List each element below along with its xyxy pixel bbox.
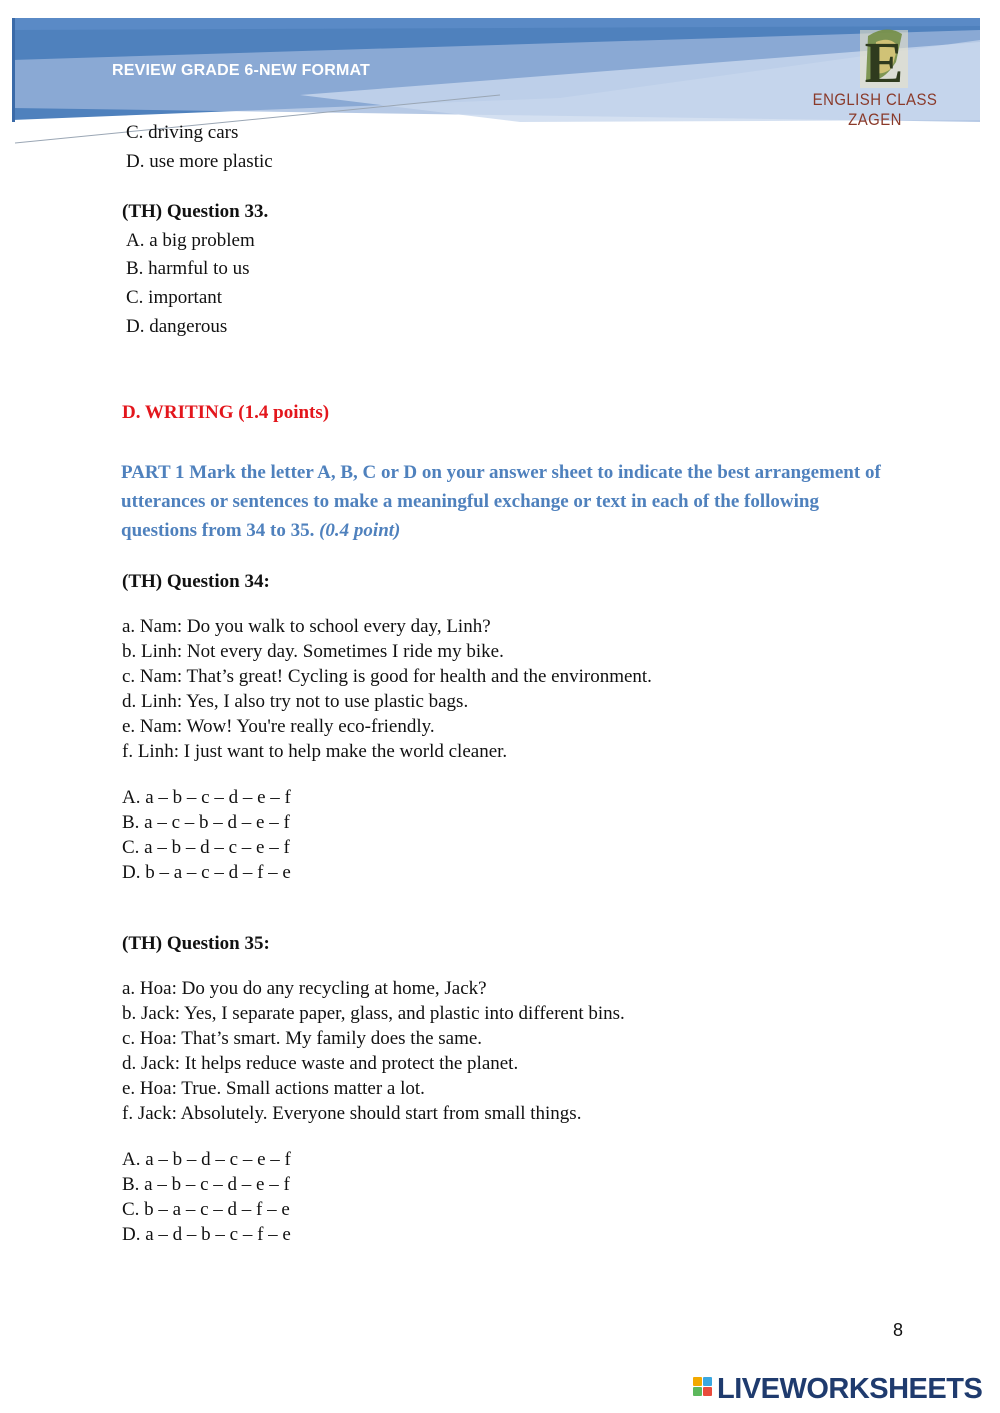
page-number: 8	[893, 1320, 904, 1340]
q34-option-c: C. a – b – d – c – e – f	[122, 837, 290, 858]
part1-points: (0.4 point)	[319, 520, 401, 541]
q35-title: (TH) Question 35:	[122, 933, 270, 954]
part1-text: PART 1 Mark the letter A, B, C or D on your answer sheet to indicate the best arrangement of utterances or sentences to make a meaningful exchange or text in each of the following questions from 34 to 35.	[121, 462, 881, 541]
q35-line-f: f. Jack: Absolutely. Everyone should start from small things.	[122, 1103, 582, 1124]
q35-line-b: b. Jack: Yes, I separate paper, glass, and plastic into different bins.	[122, 1003, 625, 1024]
q32-option-c: C. driving cars	[126, 122, 239, 143]
q34-line-d: d. Linh: Yes, I also try not to use plastic bags.	[122, 691, 469, 712]
q34-line-e: e. Nam: Wow! You're really eco-friendly.	[122, 716, 435, 737]
q35-option-c: C. b – a – c – d – f – e	[122, 1199, 290, 1220]
q35-line-e: e. Hoa: True. Small actions matter a lot.	[122, 1078, 425, 1099]
part1-instructions	[121, 458, 891, 545]
q32-option-d: D. use more plastic	[126, 151, 273, 172]
q33-option-b: B. harmful to us	[126, 258, 250, 279]
brand-name: ENGLISH CLASS ZAGEN	[812, 90, 938, 129]
brand-emblem-icon	[798, 22, 973, 92]
q35-line-c: c. Hoa: That’s smart. My family does the same.	[122, 1028, 483, 1049]
brand-letter: E	[864, 30, 904, 92]
q34-line-c: c. Nam: That’s great! Cycling is good for health and the environment.	[122, 666, 652, 687]
q34-line-b: b. Linh: Not every day. Sometimes I ride my bike.	[122, 641, 504, 662]
q34-line-a: a. Nam: Do you walk to school every day, Linh?	[122, 616, 491, 637]
q34-option-b: B. a – c – b – d – e – f	[122, 812, 290, 833]
section-d-heading: D. WRITING (1.4 points)	[122, 402, 330, 423]
brand-logo	[798, 22, 973, 129]
q33-option-d: D. dangerous	[126, 316, 228, 337]
q35-option-d: D. a – d – b – c – f – e	[122, 1224, 291, 1245]
liveworksheets-wordmark: LIVEWORKSHEETS	[717, 1373, 983, 1405]
q33-option-a: A. a big problem	[126, 230, 255, 251]
q34-title: (TH) Question 34:	[122, 571, 270, 592]
q33-title: (TH) Question 33.	[122, 201, 269, 222]
header-title: REVIEW GRADE 6-NEW FORMAT	[112, 62, 371, 79]
q35-option-b: B. a – b – c – d – e – f	[122, 1174, 290, 1195]
q34-option-a: A. a – b – c – d – e – f	[122, 787, 291, 808]
q35-option-a: A. a – b – d – c – e – f	[122, 1149, 291, 1170]
q35-line-d: d. Jack: It helps reduce waste and protect the planet.	[122, 1053, 519, 1074]
q35-line-a: a. Hoa: Do you do any recycling at home, Jack?	[122, 978, 487, 999]
liveworksheets-cubes-icon	[693, 1377, 713, 1401]
q33-option-c: C. important	[126, 287, 223, 308]
q34-option-d: D. b – a – c – d – f – e	[122, 862, 291, 883]
q34-line-f: f. Linh: I just want to help make the world cleaner.	[122, 741, 508, 762]
